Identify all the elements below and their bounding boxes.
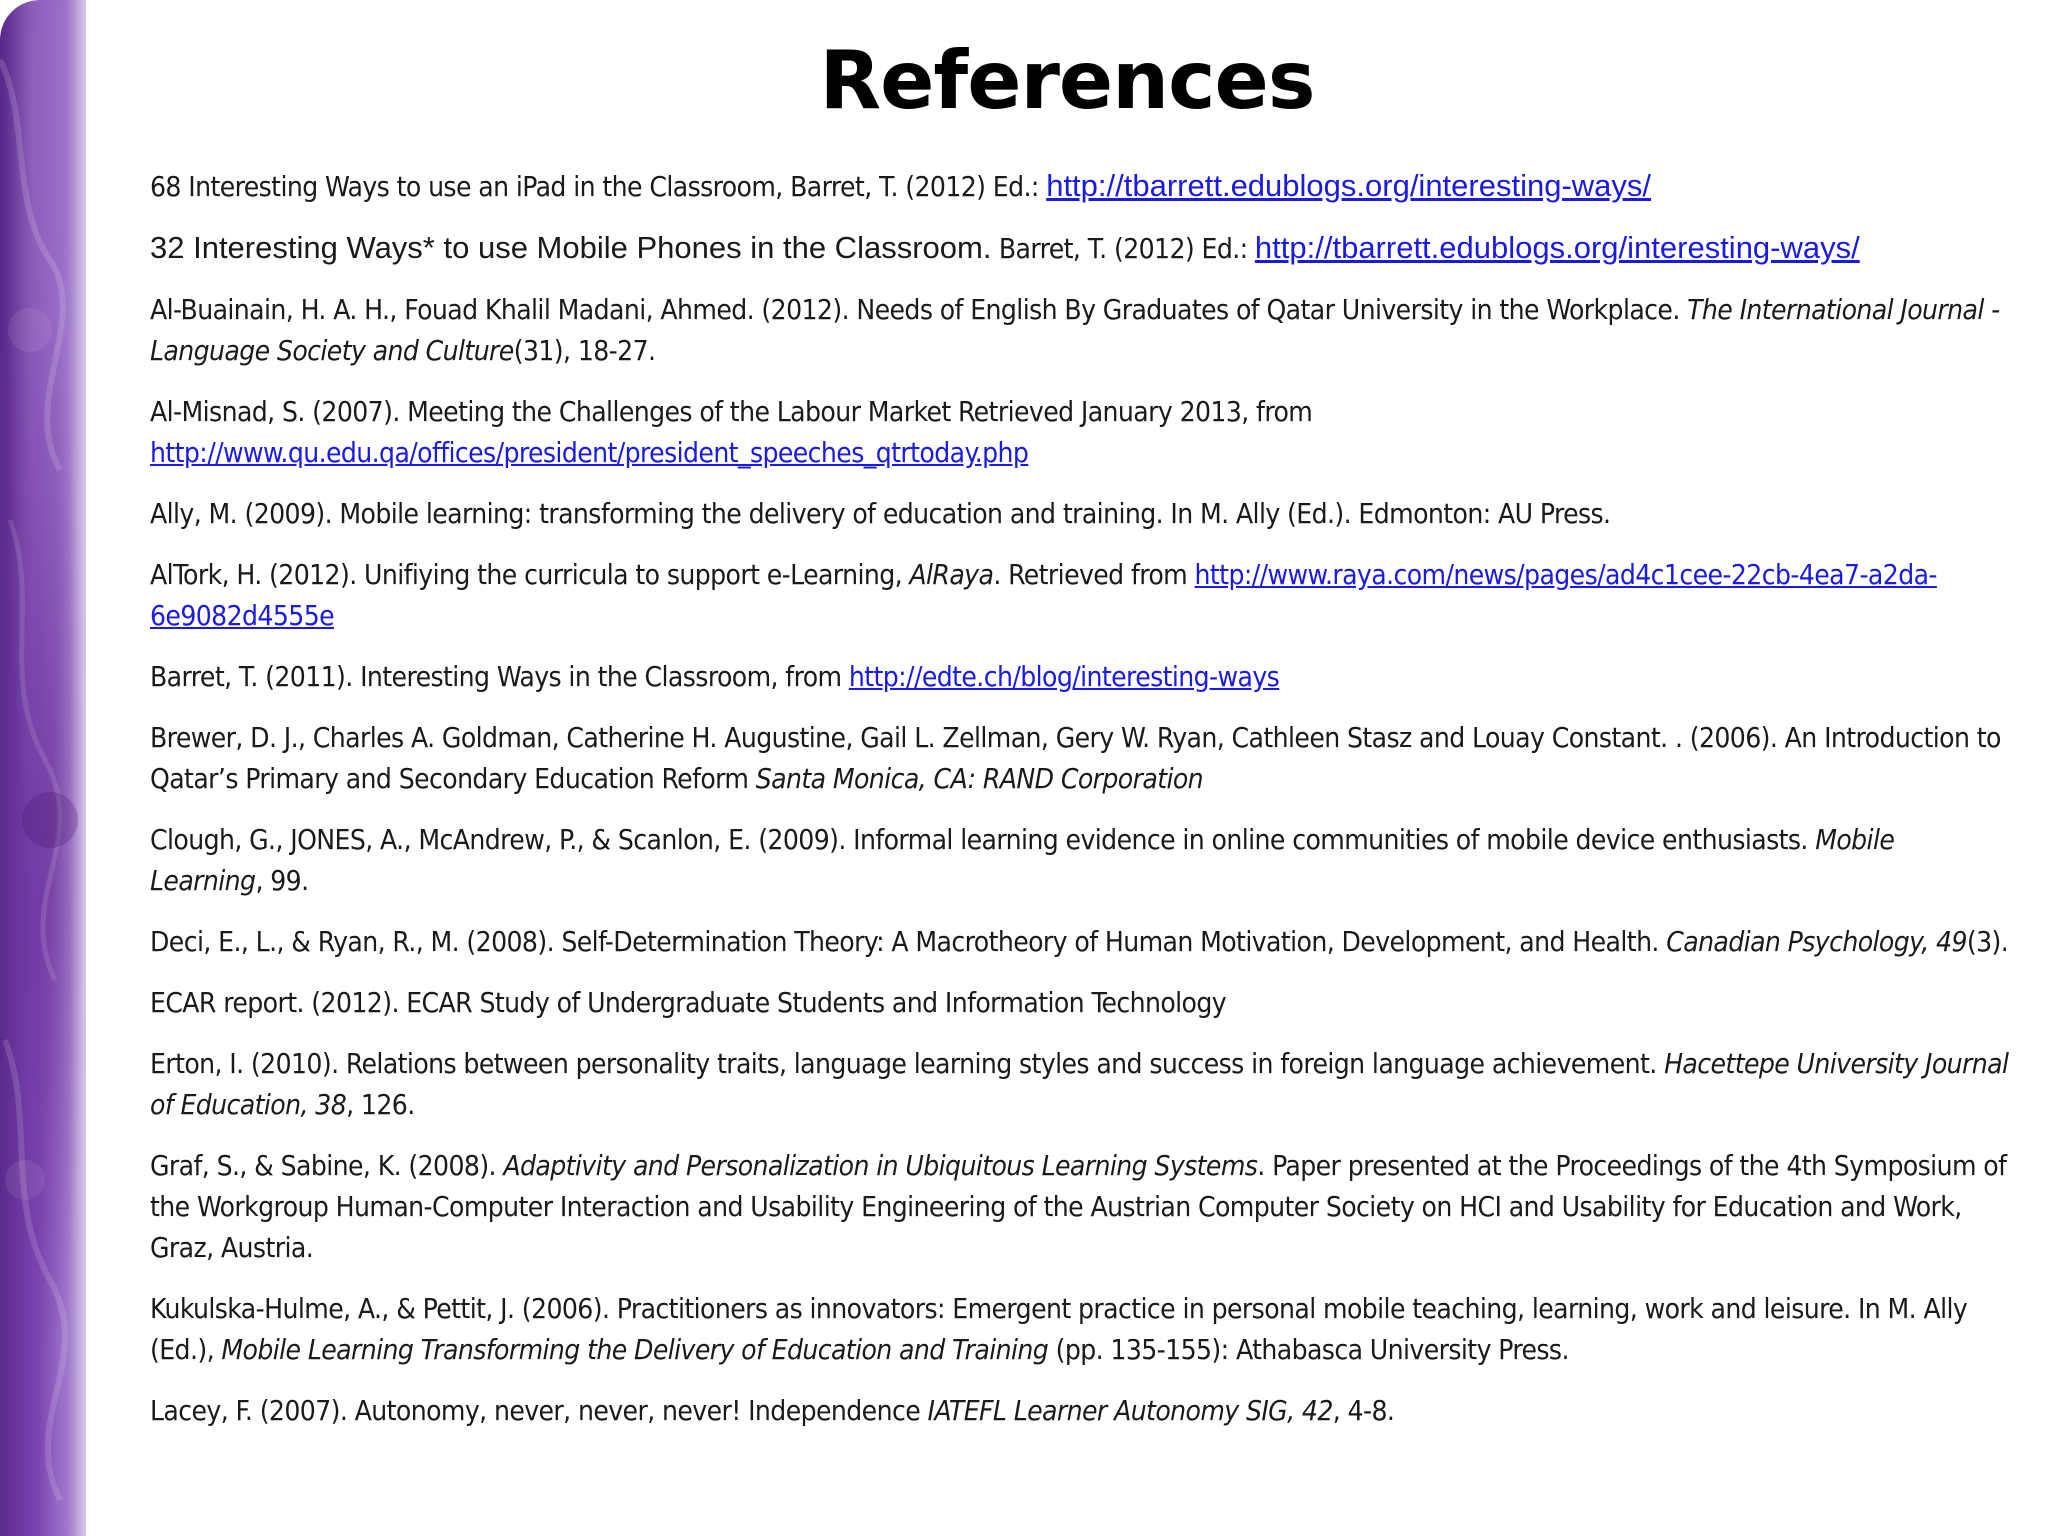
ref-text: ECAR report. (2012). ECAR Study of Undergraduate Students and Information Technology (150, 986, 1227, 1019)
reference-item (150, 656, 2010, 697)
ref-text: Kukulska-Hulme, A., & Pettit, J. (2006). Practitioners as innovators: Emergent practice in personal mobile teaching, learning, work and leisure. In M. Ally (Ed.), (150, 1292, 1968, 1366)
ref-text: Al-Misnad, S. (2007). Meeting the Challenges of the Labour Market Retrieved January 2013, from (150, 395, 1313, 428)
ref-text-tail: (pp. 135-155): Athabasca University Press. (1048, 1333, 1569, 1366)
references-list (150, 165, 2010, 1451)
ref-text: Graf, S., & Sabine, K. (2008). (150, 1149, 504, 1182)
reference-item (150, 982, 2010, 1023)
ref-text: AlTork, H. (2012). Unifiying the curricula to support e-Learning, (150, 558, 910, 591)
ref-text: Brewer, D. J., Charles A. Goldman, Catherine H. Augustine, Gail L. Zellman, Gery W. Ryan, Cathleen Stasz and Louay Constant. . (2006). An Introduction to Qatar’s Primary and Secondary Education Reform (150, 721, 2001, 795)
ref-link[interactable]: http://tbarrett.edublogs.org/interesting-ways/ (1254, 230, 1860, 265)
ref-text: Al-Buainain, H. A. H., Fouad Khalil Madani, Ahmed. (2012). Needs of English By Graduates of Qatar University in the Workplace. (150, 293, 1688, 326)
ref-journal: Hacettepe University Journal of Education, 38 (150, 1047, 2009, 1121)
ref-text-tail: , 4-8. (1332, 1394, 1395, 1427)
reference-item (150, 1390, 2010, 1431)
reference-item (150, 554, 2010, 636)
ref-text-tail: , 126. (346, 1088, 415, 1121)
ref-journal: Canadian Psychology, 49 (1666, 925, 1967, 958)
reference-item (150, 227, 2010, 269)
slide-title: References (819, 34, 1315, 127)
ref-link[interactable]: http://www.qu.edu.qa/offices/president/president_speeches_qtrtoday.php (150, 436, 1029, 469)
ref-text: Erton, I. (2010). Relations between personality traits, language learning styles and success in foreign language achievement. (150, 1047, 1665, 1080)
reference-item (150, 1288, 2010, 1370)
ref-journal: Mobile Learning (150, 823, 1895, 897)
ref-journal: The International Journal - Language Society and Culture (150, 293, 2000, 367)
reference-item (150, 819, 2010, 901)
ref-text: 68 Interesting Ways to use an iPad in the Classroom, Barret, T. (2012) Ed.: (150, 170, 1047, 203)
reference-item (150, 717, 2010, 799)
ref-link[interactable]: http://edte.ch/blog/interesting-ways (848, 660, 1280, 693)
reference-item (150, 921, 2010, 962)
ref-text: Lacey, F. (2007). Autonomy, never, never, never! Independence (150, 1394, 928, 1427)
ref-journal: Santa Monica, CA: RAND Corporation (755, 762, 1204, 795)
reference-item (150, 1043, 2010, 1125)
reference-item (150, 289, 2010, 371)
ref-link[interactable]: http://tbarrett.edublogs.org/interesting-ways/ (1046, 168, 1652, 203)
reference-item (150, 493, 2010, 534)
ref-text-tail: . Retrieved from (993, 558, 1195, 591)
reference-item (150, 391, 2010, 473)
reference-item (150, 165, 2010, 207)
reference-item (150, 1145, 2010, 1268)
ref-link[interactable]: http://www.raya.com/news/pages/ad4c1cee-22cb-4ea7-a2da-6e9082d4555e (150, 558, 1937, 632)
ref-journal: Adaptivity and Personalization in Ubiquitous Learning Systems (503, 1149, 1258, 1182)
ref-journal: Mobile Learning Transforming the Delivery of Education and Training (221, 1333, 1049, 1366)
ref-text-tail: (31), 18-27. (513, 334, 656, 367)
ref-text: Barret, T. (2011). Interesting Ways in the Classroom, from (150, 660, 849, 693)
ref-text: Deci, E., L., & Ryan, R., M. (2008). Self-Determination Theory: A Macrotheory of Human Motivation, Development, and Health. (150, 925, 1667, 958)
sidebar-pattern (0, 0, 86, 1536)
decorative-sidebar (0, 0, 86, 1536)
ref-lead: 32 Interesting Ways* to use Mobile Phones in the Classroom. (150, 230, 992, 265)
ref-journal: IATEFL Learner Autonomy SIG, 42 (927, 1394, 1333, 1427)
ref-journal: AlRaya (909, 558, 994, 591)
ref-text: Barret, T. (2012) Ed.: (991, 232, 1255, 265)
ref-text-tail: (3). (1966, 925, 2009, 958)
ref-text-tail: . Paper presented at the Proceedings of the 4th Symposium of the Workgroup Human-Computer Interaction and Usability Engineering of the Austrian Computer Society on HCI and Usability for Education and Work, Graz, Austria. (150, 1149, 2007, 1264)
ref-text-tail: , 99. (255, 864, 309, 897)
ref-text: Ally, M. (2009). Mobile learning: transforming the delivery of education and training. In M. Ally (Ed.). Edmonton: AU Press. (150, 497, 1611, 530)
ref-text: Clough, G., JONES, A., McAndrew, P., & Scanlon, E. (2009). Informal learning evidence in online communities of mobile device enthusiasts. (150, 823, 1816, 856)
